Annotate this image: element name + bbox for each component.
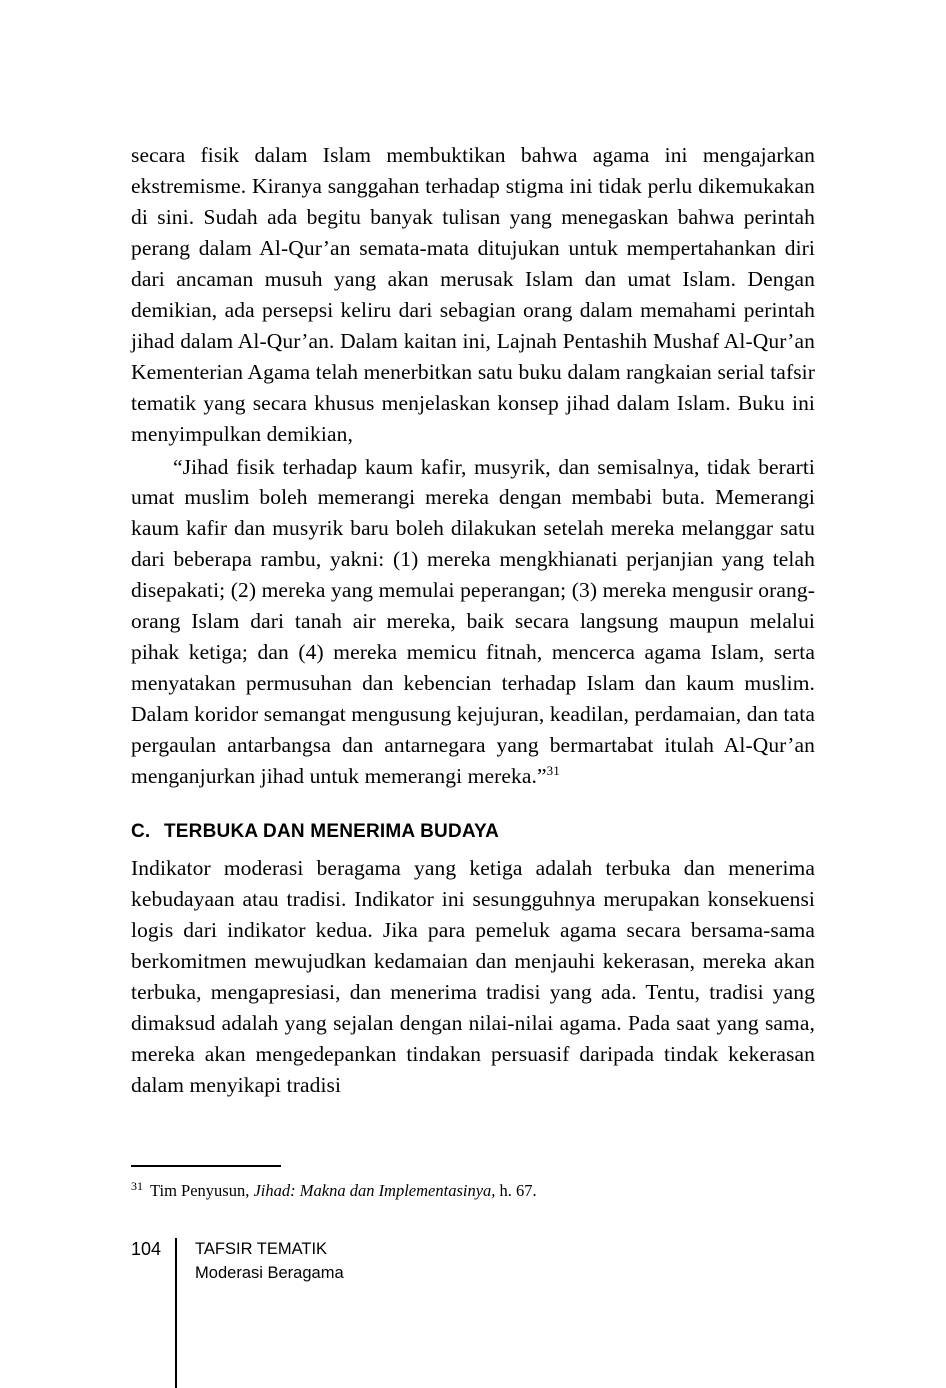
section-letter: C. [131,821,151,843]
section-heading [131,792,815,853]
section-title: TERBUKA DAN MENERIMA BUDAYA [164,821,500,843]
page-body-text [131,140,815,1101]
running-head-subtitle: Moderasi Beragama [195,1263,344,1282]
paragraph-continuation: secara fisik dalam Islam membuktikan bahwa agama ini mengajarkan ekstremisme. Kiranya sanggahan terhadap stigma ini tidak perlu dikemukakan di sini. Sudah ada begitu banyak tulisan yang menegaskan bahwa perintah perang dalam Al-Qur’an semata-mata ditujukan untuk mempertahankan diri dari ancaman musuh yang akan merusak Islam dan umat Islam. Dengan demikian, ada persepsi keliru dari sebagian orang dalam memahami perintah jihad dalam Al-Qur’an. Dalam kaitan ini, Lajnah Pentashih Mushaf Al-Qur’an Kementerian Agama telah menerbitkan satu buku dalam rangkaian serial tafsir tematik yang secara khusus menjelaskan konsep jihad dalam Islam. Buku ini menyimpulkan demikian, [131,143,815,446]
running-head-title: TAFSIR TEMATIK [195,1240,328,1258]
footnote-entry [131,1179,815,1202]
footnote-reference-marker: 31 [546,762,560,778]
quoted-paragraph [131,452,815,792]
footnote-separator-rule [131,1165,281,1167]
page-footer [131,1238,831,1388]
footnote-area [131,1165,815,1202]
footnote-text-before: Tim Penyusun, [150,1181,254,1200]
footnote-text-after: h. 67. [495,1181,537,1200]
quote-text: “Jihad fisik terhadap kaum kafir, musyrik, dan semisalnya, tidak berarti umat muslim boleh memerangi mereka dengan membabi buta. Memerangi kaum kafir dan musyrik baru boleh dilakukan setelah mereka melanggar satu dari beberapa rambu, yakni: (1) mereka mengkhianati perjanjian yang telah disepakati; (2) mereka yang memulai peperangan; (3) mereka mengusir orang-orang Islam dari tanah air mereka, baik secara langsung maupun melalui pihak ketiga; dan (4) mereka memicu fitnah, mencerca agama Islam, serta menyatakan permusuhan dan kebencian terhadap Islam dan kaum muslim. Dalam koridor semangat mengusung kejujuran, keadilan, perdamaian, dan tata pergaulan antarbangsa dan antarnegara yang bermartabat itulah Al-Qur’an menganjurkan jihad untuk memerangi mereka.” [131,454,815,789]
page-number: 104 [131,1239,162,1259]
running-head [195,1238,344,1286]
footnote-title-italic: Jihad: Makna dan Implementasinya, [253,1181,496,1200]
section-paragraph: Indikator moderasi beragama yang ketiga adalah terbuka dan menerima kebudayaan atau tradisi. Indikator ini sesungguhnya merupakan konsekuensi logis dari indikator kedua. Jika para pemeluk agama secara bersama-sama berkomitmen mewujudkan kedamaian dan menjauhi kekerasan, mereka akan terbuka, mengapresiasi, dan menerima tradisi yang ada. Tentu, tradisi yang dimaksud adalah yang sejalan dengan nilai-nilai agama. Pada saat yang sama, mereka akan mengedepankan tindakan persuasif daripada tindak kekerasan dalam menyikapi tradisi [131,856,815,1097]
footer-vertical-rule [175,1238,177,1388]
footnote-number: 31 [131,1178,143,1193]
